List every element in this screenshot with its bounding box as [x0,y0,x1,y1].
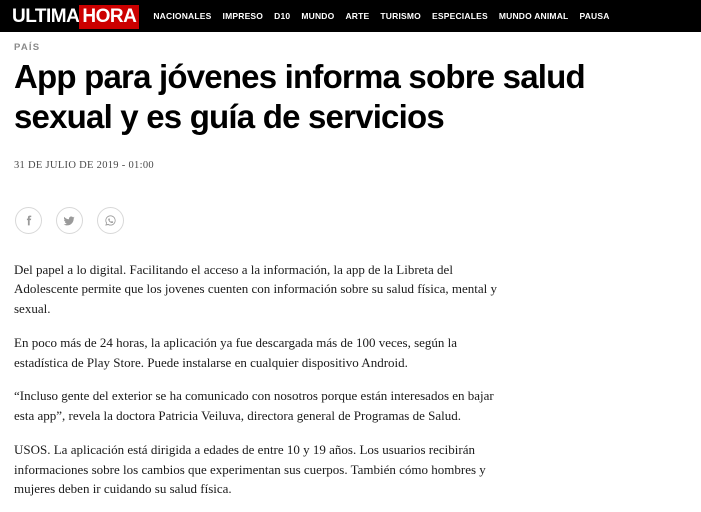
twitter-share-button[interactable] [56,207,83,234]
article-paragraph: Del papel a lo digital. Facilitando el acceso a la información, la app de la Libreta del Adolescente permite que los jovenes cuenten con información sobre su salud física, mental y sexual. [14,261,498,316]
article-section-kicker[interactable]: PAÍS [14,42,41,53]
facebook-share-button[interactable] [15,207,42,234]
article-paragraph: “Incluso gente del exterior se ha comunicado con nosotros porque están interesados en bajar esta app”, revela la doctora Patricia Veiluva, directora general de Programas de Salud. [14,388,494,423]
primary-navigation [153,11,609,21]
logo-text-primary: ULTIMA [12,5,80,27]
twitter-icon [63,214,76,227]
page-title: App para jóvenes informa sobre salud sexual y es guía de servicios [14,58,585,136]
article-container [0,32,701,499]
site-navbar [0,0,701,32]
nav-item-turismo[interactable]: TURISMO [380,11,421,21]
logo-text-secondary: HORA [79,5,139,29]
nav-item-mundo[interactable]: MUNDO [301,11,335,21]
nav-item-impreso[interactable]: IMPRESO [222,11,264,21]
facebook-icon [22,214,35,227]
article-body [14,260,514,500]
nav-item-mundo-animal[interactable]: MUNDO ANIMAL [498,11,569,21]
share-row [15,207,687,234]
article-paragraph: En poco más de 24 horas, la aplicación ya fue descargada más de 100 veces, según la estadística de Play Store. Puede instalarse en cualquier dispositivo Android. [14,334,458,370]
article-paragraph: USOS. La aplicación está dirigida a edades de entre 10 y 19 años. Los usuarios recibirán informaciones sobre los cambios que experimentan sus cuerpos. También cómo hombres y mujeres deben ir cuidando su salud física. [14,441,486,497]
whatsapp-icon [104,214,117,227]
nav-item-d10[interactable]: D10 [274,11,291,21]
nav-item-nacionales[interactable]: NACIONALES [153,11,212,21]
site-logo[interactable] [12,7,139,26]
whatsapp-share-button[interactable] [97,207,124,234]
nav-item-especiales[interactable]: ESPECIALES [431,11,488,21]
nav-item-arte[interactable]: ARTE [345,11,370,21]
article-timestamp: 31 DE JULIO DE 2019 - 01:00 [14,159,154,171]
nav-item-pausa[interactable]: PAUSA [579,11,610,21]
